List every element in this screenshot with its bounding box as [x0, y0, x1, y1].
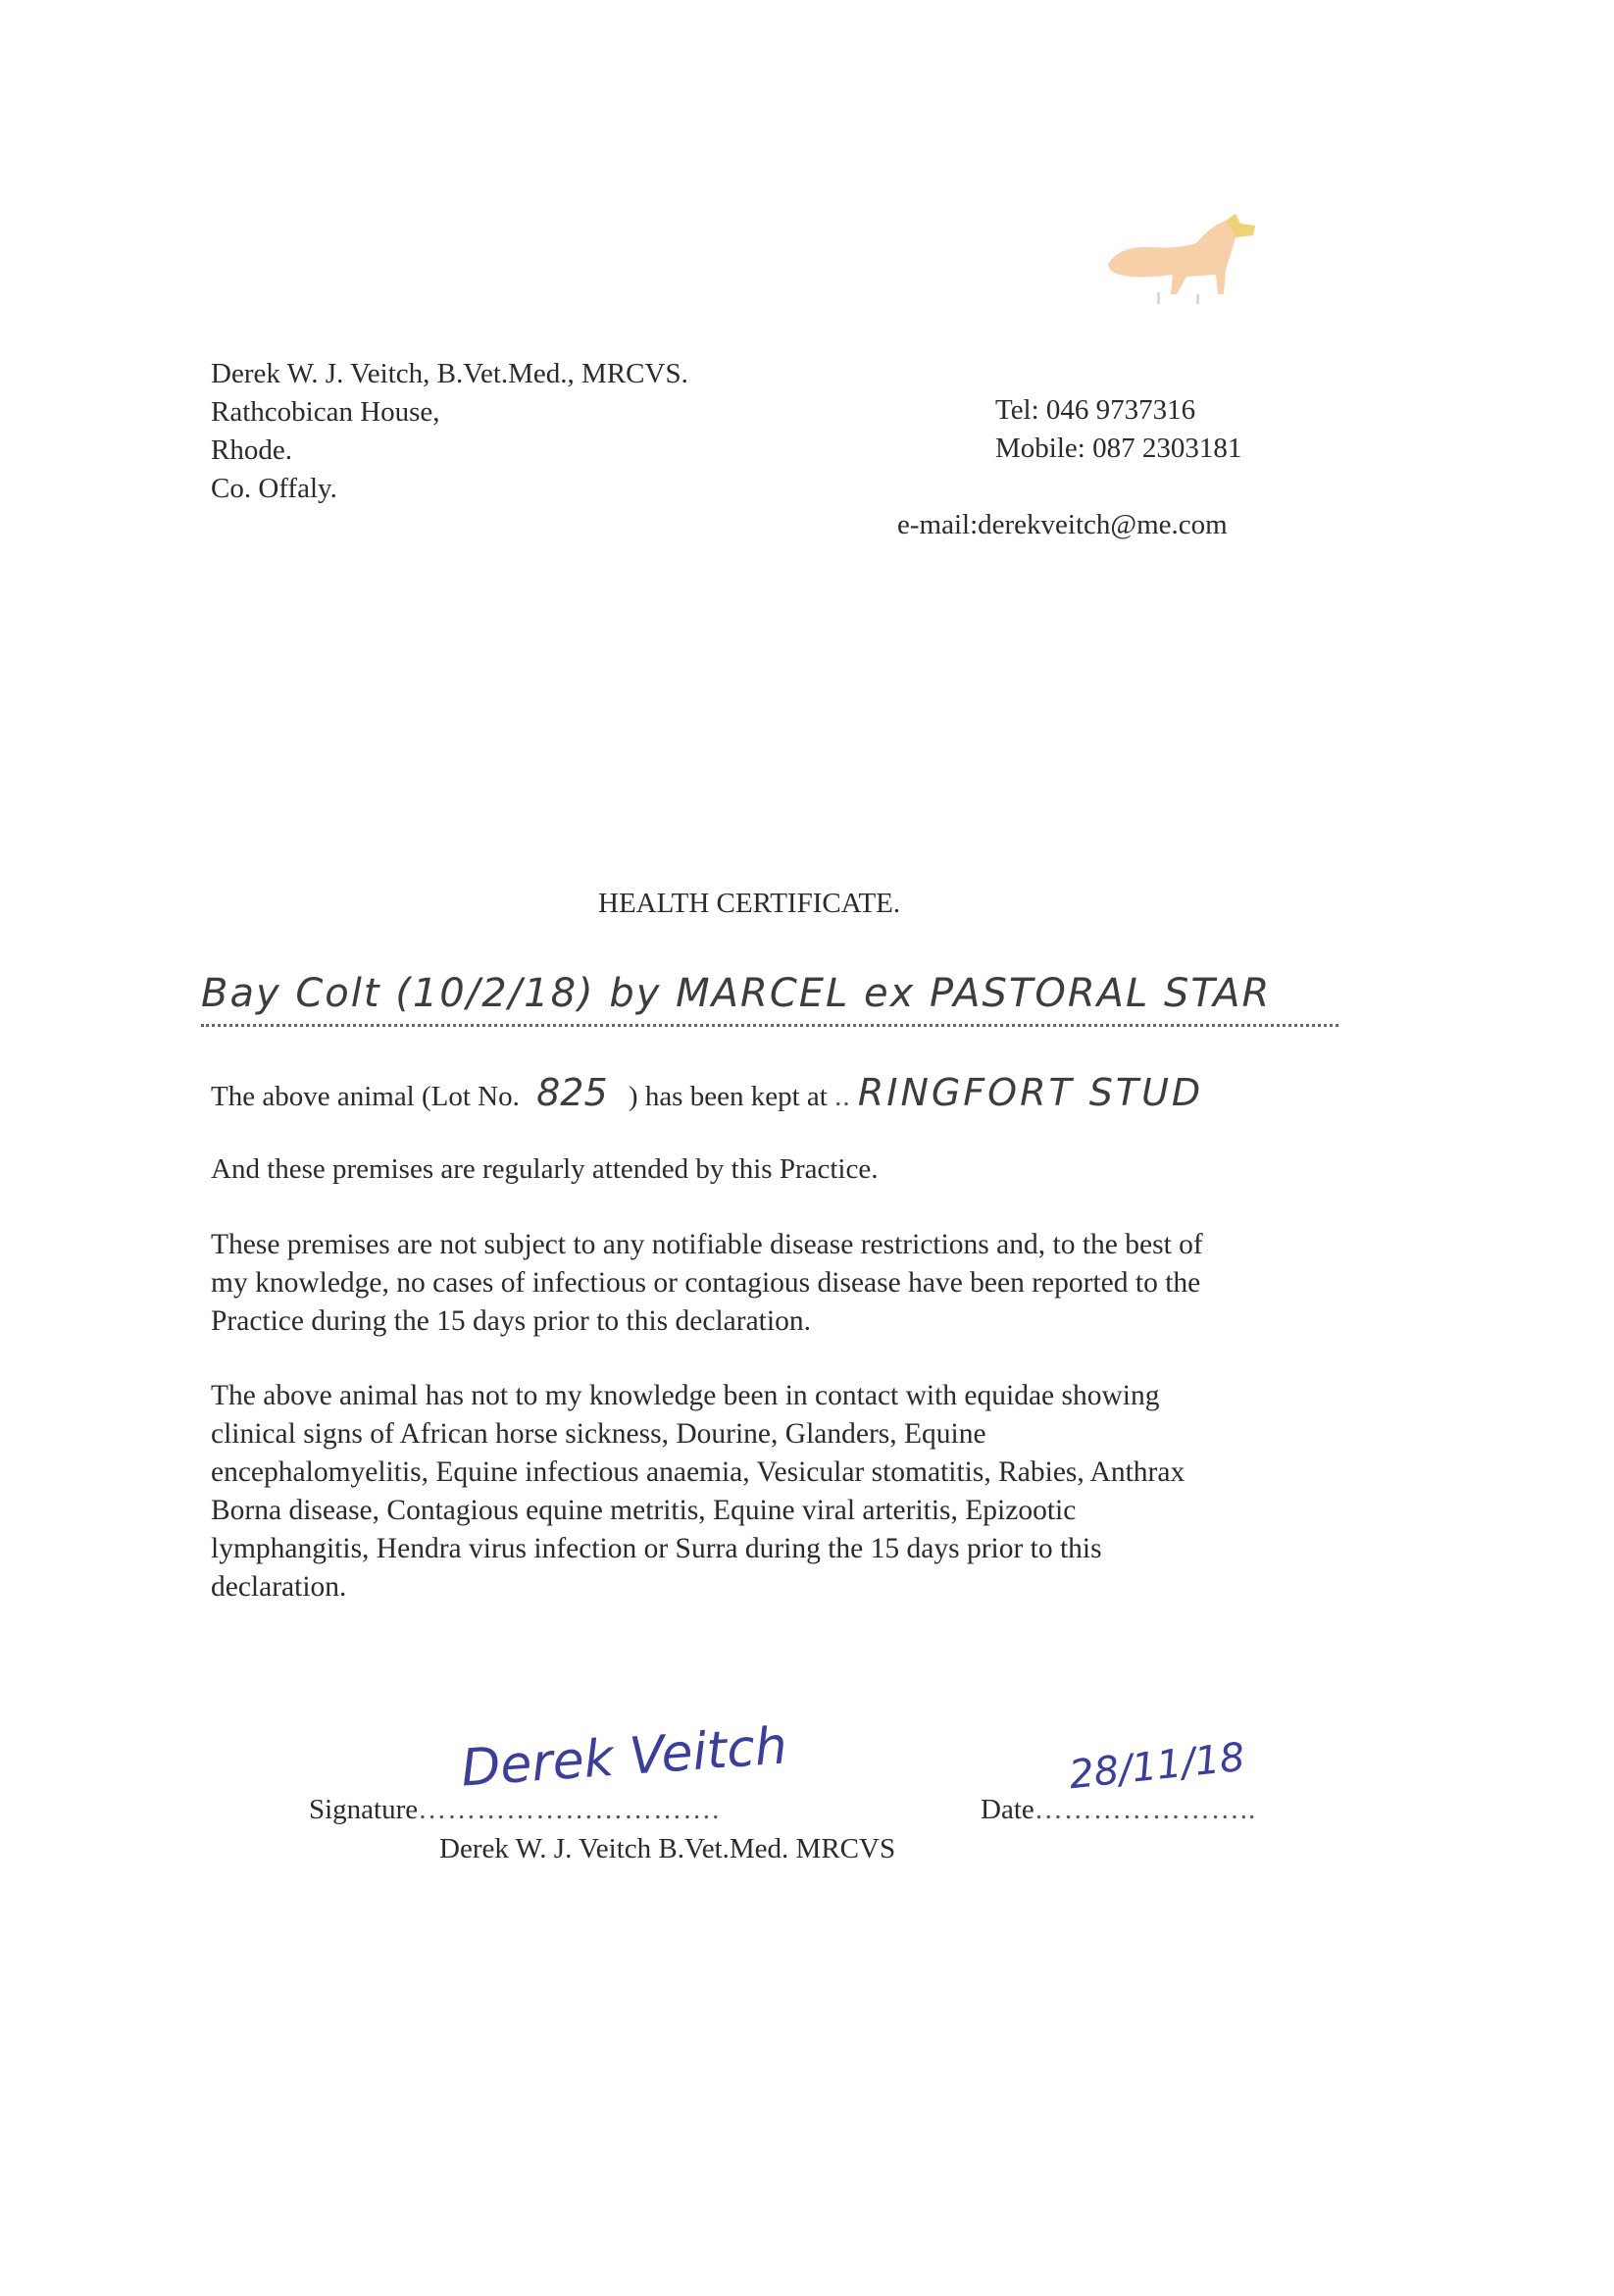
handwritten-signature: Derek Veitch — [459, 1716, 789, 1799]
sender-line-county: Co. Offaly. — [211, 473, 337, 504]
signatory-name: Derek W. J. Veitch B.Vet.Med. MRCVS — [439, 1833, 896, 1864]
horse-logo-icon — [1098, 196, 1265, 309]
paragraph-line: clinical signs of African horse sickness, Dourine, Glanders, Equine — [211, 1418, 986, 1450]
contact-email: e-mail:derekveitch@me.com — [897, 509, 1228, 540]
paragraph-line: The above animal has not to my knowledge been in contact with equidae showing — [211, 1380, 1160, 1411]
paragraph-line: Borna disease, Contagious equine metritis, Equine viral arteritis, Epizootic — [211, 1495, 1077, 1526]
date-field — [981, 1791, 1256, 1829]
paragraph-line: my knowledge, no cases of infectious or contagious disease have been reported to the — [211, 1267, 1201, 1299]
lot-number: 825 — [536, 1071, 608, 1114]
contact-tel: Tel: 046 9737316 — [995, 394, 1196, 426]
paragraph-attendance: And these premises are regularly attended by this Practice. — [211, 1153, 879, 1185]
sender-line-name: Derek W. J. Veitch, B.Vet.Med., MRCVS. — [211, 358, 688, 389]
dotted-rule — [201, 1024, 1338, 1027]
dotted-leader: ………………….. — [1034, 1794, 1257, 1825]
premises-name: RINGFORT STUD — [857, 1071, 1204, 1114]
dotted-leader: …………………………. — [418, 1794, 721, 1825]
signature-field — [309, 1791, 720, 1829]
lot-line — [211, 1071, 1204, 1116]
animal-description-line — [201, 971, 1338, 1030]
paragraph-disease-contact — [211, 1377, 1185, 1607]
paragraph-restrictions — [211, 1226, 1203, 1341]
paragraph-line: encephalomyelitis, Equine infectious anaemia, Vesicular stomatitis, Rabies, Anthrax — [211, 1456, 1185, 1488]
signature-label: Signature — [309, 1794, 419, 1825]
paragraph-line: declaration. — [211, 1571, 347, 1603]
animal-description: Bay Colt (10/2/18) by MARCEL ex PASTORAL STAR — [201, 971, 1272, 1016]
contact-mobile: Mobile: 087 2303181 — [995, 433, 1242, 464]
sender-line-house: Rathcobican House, — [211, 396, 440, 428]
kept-at-label: ) has been kept at — [628, 1081, 828, 1112]
handwritten-date: 28/11/18 — [1067, 1734, 1247, 1799]
certificate-title: HEALTH CERTIFICATE. — [598, 888, 901, 919]
paragraph-line: Practice during the 15 days prior to this declaration. — [211, 1305, 811, 1337]
lot-prefix: The above animal (Lot No. — [211, 1081, 520, 1112]
dotted-leader: .. — [834, 1081, 851, 1112]
sender-line-town: Rhode. — [211, 434, 292, 466]
paragraph-line: lymphangitis, Hendra virus infection or Surra during the 15 days prior to this — [211, 1533, 1102, 1564]
date-label: Date — [981, 1794, 1034, 1825]
paragraph-line: These premises are not subject to any notifiable disease restrictions and, to the best of — [211, 1229, 1203, 1260]
